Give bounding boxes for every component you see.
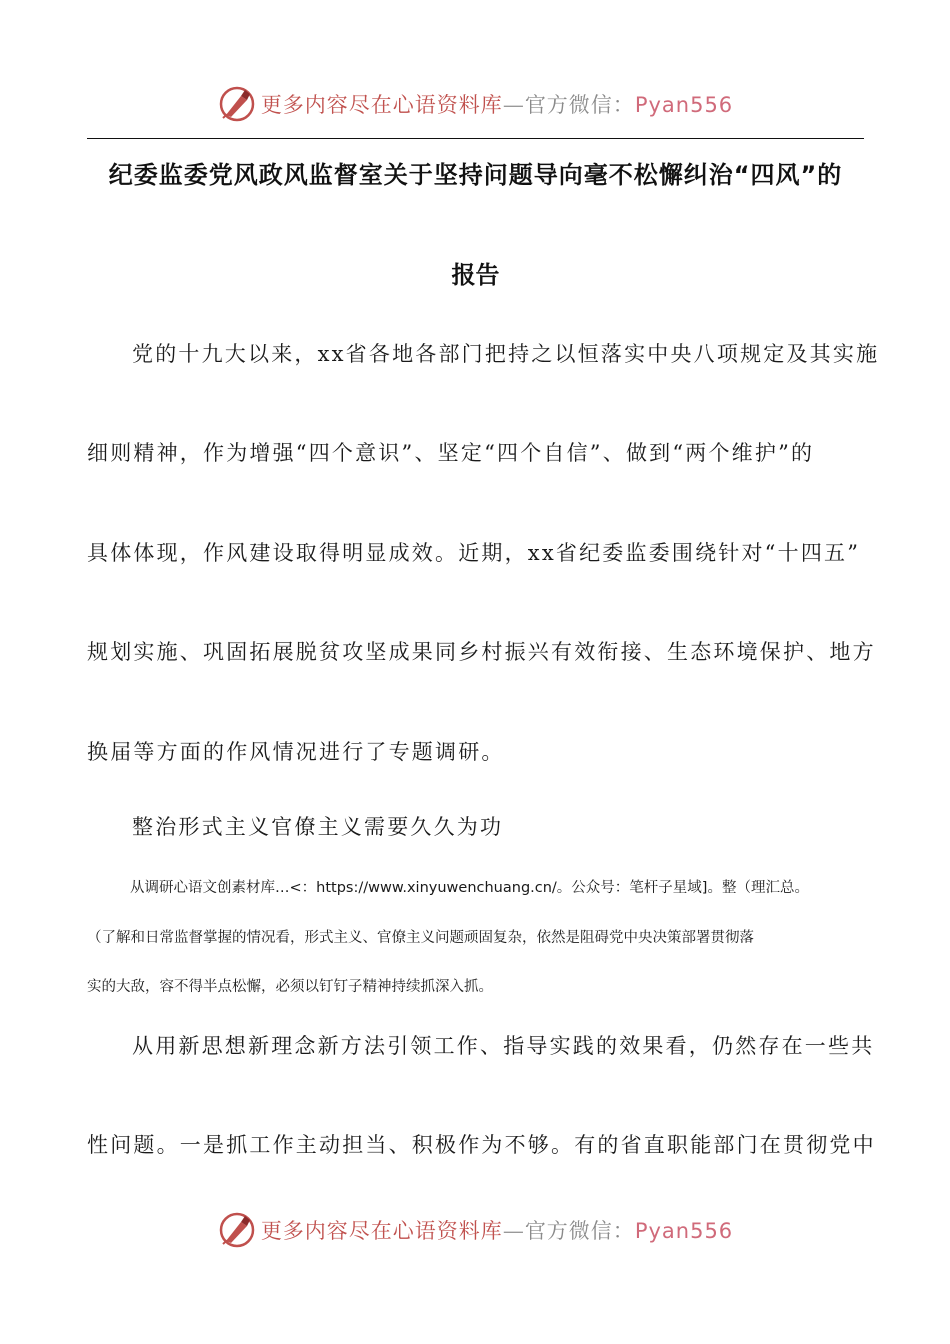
paragraph-line: 换届等方面的作风情况进行了专题调研。 bbox=[87, 740, 505, 764]
paragraph-line: 党的十九大以来，xx省各地各部门把持之以恒落实中央八项规定及其实施 bbox=[132, 342, 880, 366]
document-title-line-1: 纪委监委党风政风监督室关于坚持问题导向毫不松懈纠治“四风”的 bbox=[108, 161, 843, 189]
banner-wechat-id: Pyan556 bbox=[634, 93, 734, 117]
small-paragraph-line: 实的大敌，容不得半点松懈，必须以钉钉子精神持续抓深入抓。 bbox=[87, 979, 493, 995]
banner-text bbox=[261, 1215, 733, 1245]
paragraph-line: 细则精神，作为增强“四个意识”、坚定“四个自信”、做到“两个维护”的 bbox=[87, 441, 815, 465]
banner-brand: 更多内容尽在心语资料库 bbox=[260, 93, 503, 117]
footer-banner bbox=[0, 1206, 950, 1254]
banner-dash: — bbox=[502, 93, 525, 117]
paragraph-line: 从用新思想新理念新方法引领工作、指导实践的效果看，仍然存在一些共 bbox=[132, 1034, 875, 1058]
paragraph-line: 具体体现，作风建设取得明显成效。近期，xx省纪委监委围绕针对“十四五” bbox=[87, 541, 861, 565]
header-banner bbox=[0, 80, 950, 128]
banner-brand: 更多内容尽在心语资料库 bbox=[260, 1219, 503, 1243]
section-heading: 整治形式主义官僚主义需要久久为功 bbox=[132, 815, 504, 839]
pen-nib-logo-icon bbox=[217, 1210, 257, 1250]
document-title-line-2: 报告 bbox=[451, 261, 500, 289]
banner-wechat-label: 官方微信： bbox=[524, 93, 635, 117]
header-rule bbox=[87, 138, 864, 139]
pen-nib-logo-icon bbox=[217, 84, 257, 124]
banner-dash: — bbox=[502, 1219, 525, 1243]
banner-wechat-label: 官方微信： bbox=[524, 1219, 635, 1243]
banner-wechat-id: Pyan556 bbox=[634, 1219, 734, 1243]
paragraph-line: 规划实施、巩固拓展脱贫攻坚成果同乡村振兴有效衔接、生态环境保护、地方 bbox=[87, 640, 876, 664]
banner-text bbox=[261, 89, 733, 119]
small-paragraph-line: （了解和日常监督掌握的情况看，形式主义、官僚主义问题顽固复杂，依然是阻碍党中央决策部署贯彻落 bbox=[87, 930, 754, 946]
small-paragraph-line: 从调研心语文创素材库…<：https://www.xinyuwenchuang.cn/。公众号：笔杆子星域]。整（理汇总。 bbox=[130, 880, 809, 896]
paragraph-line: 性问题。一是抓工作主动担当、积极作为不够。有的省直职能部门在贯彻党中 bbox=[87, 1133, 876, 1157]
